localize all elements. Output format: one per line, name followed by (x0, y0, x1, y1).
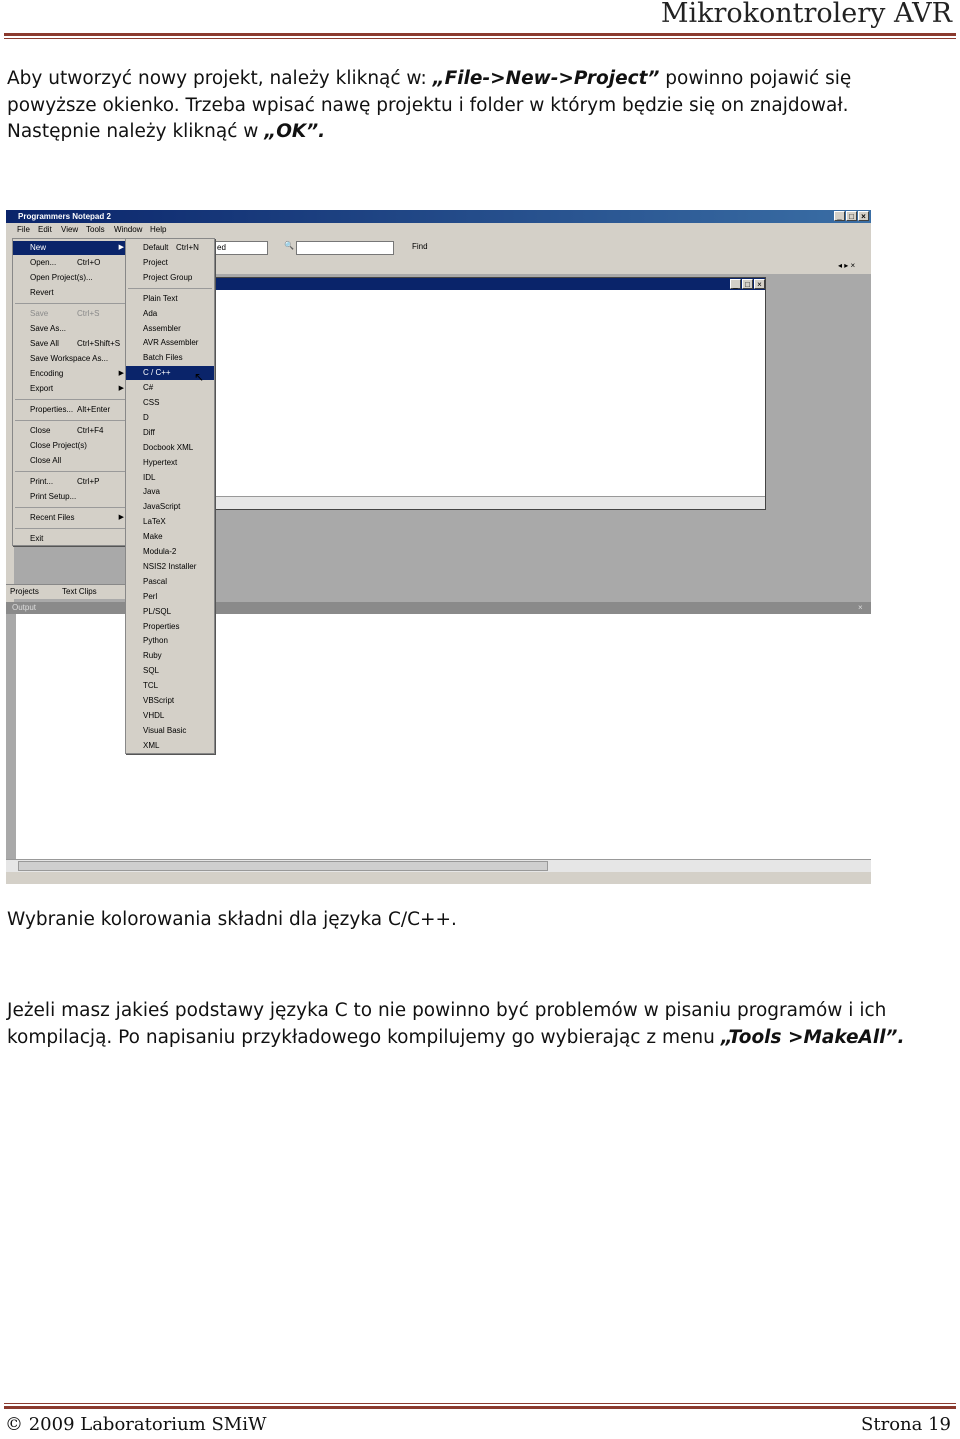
file-menu-item[interactable] (13, 307, 127, 321)
file-menu-item[interactable] (13, 424, 127, 438)
menu-item-label: Project Group (143, 272, 193, 282)
menu-item-label: Encoding (30, 369, 64, 378)
new-menu-item[interactable] (126, 351, 214, 365)
file-menu-item[interactable] (13, 286, 127, 300)
menu-item-label: Batch Files (143, 353, 183, 363)
header-rule (4, 33, 956, 36)
menu-item-label: Make (143, 532, 163, 542)
menu-separator (15, 420, 125, 421)
close-button[interactable]: × (858, 211, 869, 221)
menu-item-label: Save Workspace As... (30, 354, 109, 363)
footer-page-number: Strona 19 (861, 1414, 951, 1435)
tab-nav-icon[interactable]: ◂ ▸ × (838, 261, 856, 270)
intro-paragraph (7, 66, 953, 146)
menu-item-label: Close (30, 426, 51, 435)
menu-item-label: Ruby (143, 651, 162, 661)
menu-item-label: Revert (30, 288, 54, 297)
makeall-emphasis: „Tools >MakeAll”. (720, 1026, 905, 1048)
menu-item-label: IDL (143, 472, 156, 482)
minimize-button[interactable]: _ (834, 211, 845, 221)
menu-item-label: LaTeX (143, 517, 166, 527)
file-menu-item[interactable] (13, 454, 127, 468)
new-menu-item[interactable] (126, 322, 214, 336)
scheme-combo[interactable] (214, 241, 268, 255)
scheme-combo-value: ed (217, 243, 226, 252)
file-menu-item[interactable] (13, 271, 127, 285)
menu-item-label: Exit (30, 534, 44, 543)
intro-text-cont: powinno pojawić się (659, 68, 852, 89)
menu-item-shortcut: Alt+Enter (77, 405, 111, 414)
menu-separator (15, 399, 125, 400)
intro-line-2: powyższe okienko. Trzeba wpisać nawę projektu i folder w którym będzie się on znajdował. (7, 94, 849, 116)
menu-item-label: Project (143, 257, 168, 267)
menu-item-label: D (143, 412, 149, 422)
menu-item-label: Close All (30, 456, 62, 465)
file-menu-item[interactable] (13, 352, 127, 366)
submenu-arrow-icon: ▶ (118, 244, 124, 251)
footer-rule-thin (4, 1403, 956, 1404)
menu-item-label: Open Project(s)... (30, 273, 93, 282)
menu-view[interactable]: View (61, 225, 79, 234)
menu-item-label: Perl (143, 591, 158, 601)
menu-window[interactable]: Window (114, 225, 143, 234)
menu-item-shortcut: Ctrl+S (77, 309, 100, 318)
new-menu-item[interactable] (126, 530, 214, 544)
menu-item-label: XML (143, 740, 160, 750)
new-menu-item[interactable] (126, 396, 214, 410)
file-menu-item[interactable] (13, 322, 127, 336)
status-strip (6, 872, 871, 884)
new-menu-item[interactable] (126, 739, 214, 753)
menu-item-shortcut: Ctrl+Shift+S (77, 339, 121, 348)
file-menu-item[interactable] (13, 475, 127, 489)
file-menu-item[interactable] (13, 439, 127, 453)
compile-line-2: kompilacją. Po napisaniu przykładowego kompilujemy go wybierając z menu (7, 1026, 721, 1048)
menu-edit[interactable]: Edit (38, 225, 52, 234)
new-menu-item[interactable] (126, 426, 214, 440)
menu-item-label: Ada (143, 308, 158, 318)
menu-item-label: NSIS2 Installer (143, 561, 197, 571)
header-rule-thin (4, 38, 956, 39)
tab-text-clips[interactable]: Text Clips (62, 587, 97, 596)
new-menu-item[interactable] (126, 256, 214, 270)
menu-item-shortcut: Ctrl+P (77, 477, 100, 486)
menu-separator (15, 471, 125, 472)
output-hscrollbar[interactable] (6, 859, 871, 873)
footer-copyright: © 2009 Laboratorium SMiW (5, 1414, 267, 1435)
ok-emphasis: „OK”. (264, 121, 326, 142)
file-menu-item[interactable] (13, 256, 127, 270)
menu-item-label: CSS (143, 398, 160, 407)
find-combo[interactable] (296, 241, 394, 255)
file-menu-item[interactable] (13, 367, 127, 381)
menu-item-label: Properties (143, 621, 180, 631)
new-menu-item[interactable] (126, 456, 214, 470)
file-menu-item[interactable] (13, 241, 127, 255)
menu-item-label: Plain Text (143, 293, 178, 303)
new-submenu (125, 238, 215, 754)
file-menu-item[interactable] (13, 403, 127, 417)
child-minimize-button[interactable]: _ (730, 279, 741, 289)
menu-item-label: Default (143, 243, 169, 252)
menu-item-label: VHDL (143, 710, 165, 720)
mouse-cursor-icon: ↖ (194, 370, 205, 384)
new-menu-item[interactable] (126, 694, 214, 708)
new-menu-item[interactable] (126, 605, 214, 619)
menu-item-label: Java (143, 487, 160, 497)
menu-item-label: VBScript (143, 696, 175, 705)
new-menu-item[interactable] (126, 649, 214, 663)
menubar (6, 223, 871, 237)
new-menu-item[interactable] (126, 545, 214, 559)
submenu-arrow-icon: ▶ (118, 385, 124, 392)
file-menu-item[interactable] (13, 337, 127, 351)
menu-item-label: Docbook XML (143, 442, 194, 452)
menu-item-label: Visual Basic (143, 725, 187, 735)
menu-separator (128, 288, 212, 289)
window-titlebar (6, 210, 871, 223)
menu-item-label: PL/SQL (143, 606, 172, 616)
new-menu-item[interactable] (126, 634, 214, 648)
compile-paragraph (7, 998, 953, 1051)
new-menu-item[interactable] (126, 575, 214, 589)
menu-item-shortcut: Ctrl+N (176, 243, 199, 252)
new-menu-item[interactable] (126, 336, 214, 350)
file-menu-item[interactable] (13, 532, 127, 546)
menu-item-label: Hypertext (143, 457, 178, 467)
menu-item-label: SQL (143, 666, 160, 676)
menu-item-label: JavaScript (143, 502, 181, 512)
menu-item-label: AVR Assembler (143, 338, 199, 348)
menu-item-label: C / C++ (143, 368, 171, 378)
menu-item-label: Open... (30, 258, 57, 267)
new-menu-item[interactable] (126, 271, 214, 285)
child-hscrollbar[interactable] (214, 496, 765, 509)
menu-item-label: Pascal (143, 576, 168, 586)
new-menu-item[interactable] (126, 307, 214, 321)
scroll-thumb[interactable] (18, 861, 548, 871)
new-menu-item[interactable] (126, 590, 214, 604)
output-label: Output (12, 603, 37, 612)
output-close-icon[interactable]: × (858, 603, 863, 612)
new-menu-item[interactable] (126, 441, 214, 455)
new-menu-item[interactable] (126, 485, 214, 499)
submenu-arrow-icon: ▶ (118, 514, 124, 521)
new-menu-item[interactable] (126, 515, 214, 529)
child-maximize-button[interactable]: □ (742, 279, 753, 289)
menu-item-label: Print Setup... (30, 492, 77, 501)
file-menu (12, 238, 128, 546)
new-menu-item[interactable] (126, 471, 214, 485)
new-menu-item[interactable] (126, 620, 214, 634)
menu-separator (15, 303, 125, 304)
new-menu-item[interactable] (126, 241, 214, 255)
panel-tabs (6, 584, 126, 599)
submenu-arrow-icon: ▶ (118, 370, 124, 377)
file-menu-item[interactable] (13, 511, 127, 525)
menu-item-shortcut: Ctrl+O (77, 258, 101, 267)
menu-help[interactable]: Help (150, 225, 167, 234)
maximize-button[interactable]: □ (846, 211, 857, 221)
new-menu-item[interactable] (126, 560, 214, 574)
menu-path-emphasis: „File->New->Project” (432, 68, 660, 89)
menu-separator (15, 528, 125, 529)
menu-item-label: Assembler (143, 323, 181, 333)
window-title: Programmers Notepad 2 (18, 212, 111, 221)
child-titlebar (214, 278, 765, 290)
new-menu-item[interactable] (126, 709, 214, 723)
new-menu-item[interactable] (126, 679, 214, 693)
menu-item-label: Save As... (30, 324, 67, 333)
child-close-button[interactable]: × (754, 279, 765, 289)
intro-text: Aby utworzyć nowy projekt, należy kliknąć w: (7, 68, 433, 89)
menu-item-label: Export (30, 384, 54, 393)
new-menu-item[interactable] (126, 664, 214, 678)
menu-item-label: C# (143, 383, 154, 393)
screenshot-programmers-notepad (6, 210, 871, 884)
menu-tools[interactable]: Tools (86, 225, 105, 234)
menu-item-label: TCL (143, 681, 159, 691)
menu-separator (15, 507, 125, 508)
menu-item-shortcut: Ctrl+F4 (77, 426, 104, 435)
tab-projects[interactable]: Projects (10, 587, 39, 596)
menu-item-label: Diff (143, 427, 155, 437)
compile-line-1: Jeżeli masz jakieś podstawy języka C to nie powinno być problemów w pisaniu programów i ich (7, 1000, 887, 1021)
editor-child-window (213, 277, 766, 510)
menu-file[interactable]: File (17, 225, 30, 234)
new-menu-item[interactable] (126, 292, 214, 306)
menu-item-label: Print... (30, 477, 54, 486)
search-icon[interactable]: 🔍 (284, 241, 294, 250)
file-menu-item[interactable] (13, 382, 127, 396)
menu-item-label: Recent Files (30, 513, 75, 522)
menu-item-label: Python (143, 636, 168, 646)
intro-line-3: Następnie należy kliknąć w (7, 121, 265, 142)
menu-item-label: Properties... (30, 405, 74, 414)
new-menu-item[interactable] (126, 500, 214, 514)
menu-item-label: Save All (30, 339, 59, 348)
file-menu-item[interactable] (13, 490, 127, 504)
footer-rule (4, 1406, 956, 1409)
new-menu-item[interactable] (126, 724, 214, 738)
menu-item-label: Modula-2 (143, 547, 177, 556)
figure-caption: Wybranie kolorowania składni dla języka C/C++. (7, 909, 457, 930)
menu-item-label: Close Project(s) (30, 441, 87, 450)
find-button[interactable]: Find (412, 242, 428, 251)
menu-item-label: Save (30, 309, 49, 318)
new-menu-item[interactable] (126, 411, 214, 425)
menu-item-label: New (30, 243, 47, 252)
running-header-title: Mikrokontrolery AVR (660, 0, 952, 29)
